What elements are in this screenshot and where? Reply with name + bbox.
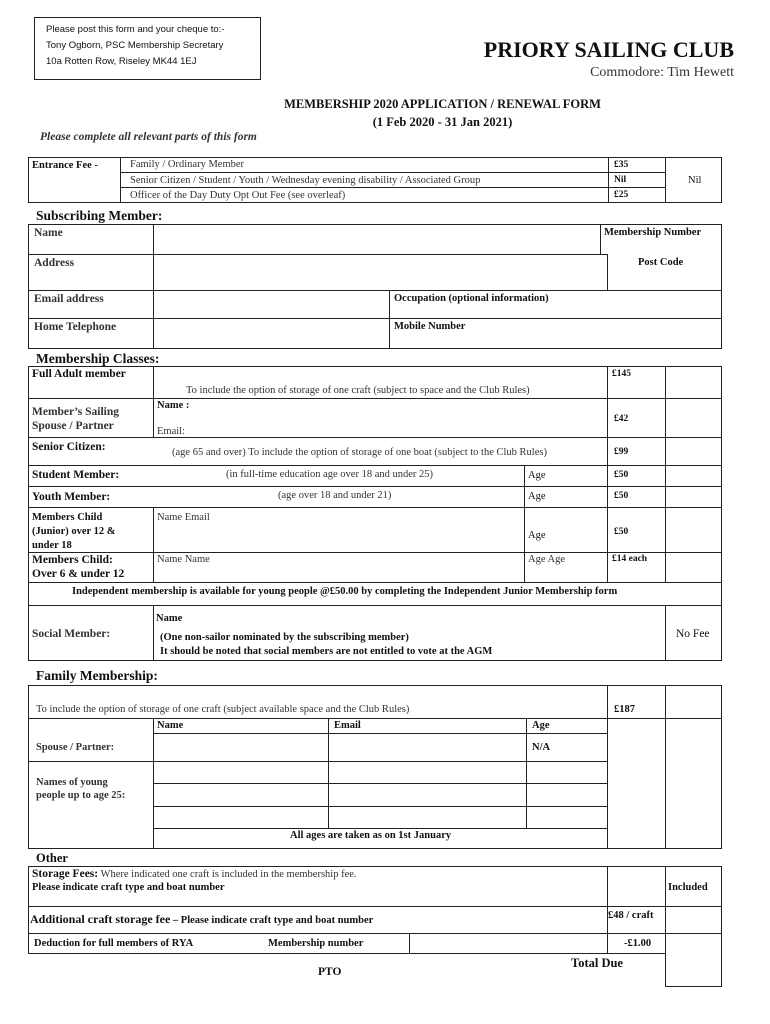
family-spouse-age: N/A xyxy=(532,742,551,753)
storage-fees-text: Where indicated one craft is included in the membership fee. xyxy=(98,869,357,880)
senior-fee: £99 xyxy=(614,447,629,457)
student-note: (in full-time education age over 18 and under 25) xyxy=(226,469,434,480)
child-label-1: Members Child: xyxy=(32,554,113,566)
social-note-2: It should be noted that social members are not entitled to vote at the AGM xyxy=(160,646,493,657)
form-title: MEMBERSHIP 2020 APPLICATION / RENEWAL FORM xyxy=(284,97,601,111)
spouse-name-label: Name : xyxy=(157,400,190,411)
rya-deduction-fee: -£1.00 xyxy=(624,938,652,949)
child-ages: Age Age xyxy=(528,554,566,565)
occupation-label: Occupation (optional information) xyxy=(394,293,549,304)
membership-number-label: Membership Number xyxy=(604,227,702,238)
entrance-fee-concession: Nil xyxy=(614,175,627,185)
additional-storage-label: Additional craft storage fee xyxy=(30,912,171,926)
storage-fees-line-1 xyxy=(32,868,357,880)
child-names: Name Name xyxy=(157,554,210,565)
spouse-label-1: Member’s Sailing xyxy=(32,406,119,418)
post-instruction: Please post this form and your cheque to:- xyxy=(46,24,225,35)
junior-label-2: (Junior) over 12 & xyxy=(32,526,116,537)
entrance-row-concession: Senior Citizen / Student / Youth / Wednesday evening disability / Associated Group xyxy=(130,175,481,186)
family-spouse-label: Spouse / Partner: xyxy=(36,742,115,753)
spouse-fee: £42 xyxy=(614,414,629,424)
mobile-number-label: Mobile Number xyxy=(394,321,466,332)
home-telephone-label: Home Telephone xyxy=(34,321,117,333)
student-age-label: Age xyxy=(528,470,546,481)
full-adult-fee: £145 xyxy=(612,369,631,379)
total-due-label: Total Due xyxy=(571,956,623,970)
young-people-label-2: people up to age 25: xyxy=(36,790,126,801)
junior-age-label: Age xyxy=(528,530,546,541)
student-fee: £50 xyxy=(614,470,629,480)
family-col-name: Name xyxy=(157,720,184,731)
name-label: Name xyxy=(34,227,63,239)
junior-label-1: Members Child xyxy=(32,512,103,523)
child-fee: £14 each xyxy=(612,554,648,564)
senior-label: Senior Citizen: xyxy=(32,441,106,453)
email-label: Email address xyxy=(34,293,104,305)
club-name: PRIORY SAILING CLUB xyxy=(483,37,734,62)
entrance-fee-opt-out: £25 xyxy=(614,190,629,200)
entrance-row-opt-out: Officer of the Day Duty Opt Out Fee (see overleaf) xyxy=(130,190,346,201)
secretary-address: 10a Rotten Row, Riseley MK44 1EJ xyxy=(46,56,197,67)
youth-label: Youth Member: xyxy=(32,491,111,503)
social-note-1: (One non-sailor nominated by the subscribing member) xyxy=(160,632,409,643)
commodore: Commodore: Tim Hewett xyxy=(590,65,734,80)
family-col-email: Email xyxy=(334,720,361,731)
storage-fees-line-2: Please indicate craft type and boat number xyxy=(32,882,225,893)
additional-storage-line xyxy=(30,910,373,928)
entrance-fee-family: £35 xyxy=(614,160,629,170)
pto: PTO xyxy=(318,966,342,978)
ages-note: All ages are taken as on 1st January xyxy=(290,830,452,841)
child-label-2: Over 6 & under 12 xyxy=(32,568,125,580)
post-code-label: Post Code xyxy=(638,257,684,268)
young-people-label-1: Names of young xyxy=(36,777,108,788)
youth-note: (age over 18 and under 21) xyxy=(278,490,392,501)
entrance-nil-right: Nil xyxy=(688,175,702,186)
spouse-email-label: Email: xyxy=(157,426,185,437)
address-label: Address xyxy=(34,257,75,269)
junior-label-3: under 18 xyxy=(32,540,72,551)
storage-included: Included xyxy=(668,882,708,893)
rya-deduction-label: Deduction for full members of RYA xyxy=(34,938,194,949)
entrance-fee-label: Entrance Fee - xyxy=(32,160,98,171)
subscribing-heading: Subscribing Member: xyxy=(36,208,163,223)
storage-fees-label: Storage Fees: xyxy=(32,868,99,880)
membership-classes-heading: Membership Classes: xyxy=(36,351,160,366)
junior-fee: £50 xyxy=(614,527,629,537)
form-dates: (1 Feb 2020 - 31 Jan 2021) xyxy=(372,115,513,129)
instruction: Please complete all relevant parts of this form xyxy=(40,131,257,143)
additional-storage-text: – Please indicate craft type and boat number xyxy=(170,915,374,926)
social-name-label: Name xyxy=(156,613,183,624)
spouse-label-2: Spouse / Partner xyxy=(32,420,114,432)
entrance-row-family: Family / Ordinary Member xyxy=(130,159,245,170)
other-heading: Other xyxy=(36,851,68,865)
junior-name-email: Name Email xyxy=(157,512,210,523)
rya-membership-number-label: Membership number xyxy=(268,938,364,949)
independent-note: Independent membership is available for young people @£50.00 by completing the Independent Junior Membership form xyxy=(72,586,618,597)
youth-age-label: Age xyxy=(528,491,546,502)
youth-fee: £50 xyxy=(614,491,629,501)
additional-storage-fee: £48 / craft xyxy=(608,910,654,921)
family-heading: Family Membership: xyxy=(36,668,158,683)
family-note: To include the option of storage of one craft (subject available space and the Club Rules) xyxy=(36,704,410,715)
family-col-age: Age xyxy=(532,720,550,731)
full-adult-label: Full Adult member xyxy=(32,368,126,380)
student-label: Student Member: xyxy=(32,469,120,481)
secretary-name: Tony Ogborn, PSC Membership Secretary xyxy=(46,40,224,51)
senior-note: (age 65 and over) To include the option of storage of one boat (subject to the Club Rules) xyxy=(172,447,547,458)
social-label: Social Member: xyxy=(32,628,111,640)
full-adult-note: To include the option of storage of one craft (subject to space and the Club Rules) xyxy=(186,385,530,396)
family-fee: £187 xyxy=(614,704,635,715)
social-fee: No Fee xyxy=(676,628,710,640)
